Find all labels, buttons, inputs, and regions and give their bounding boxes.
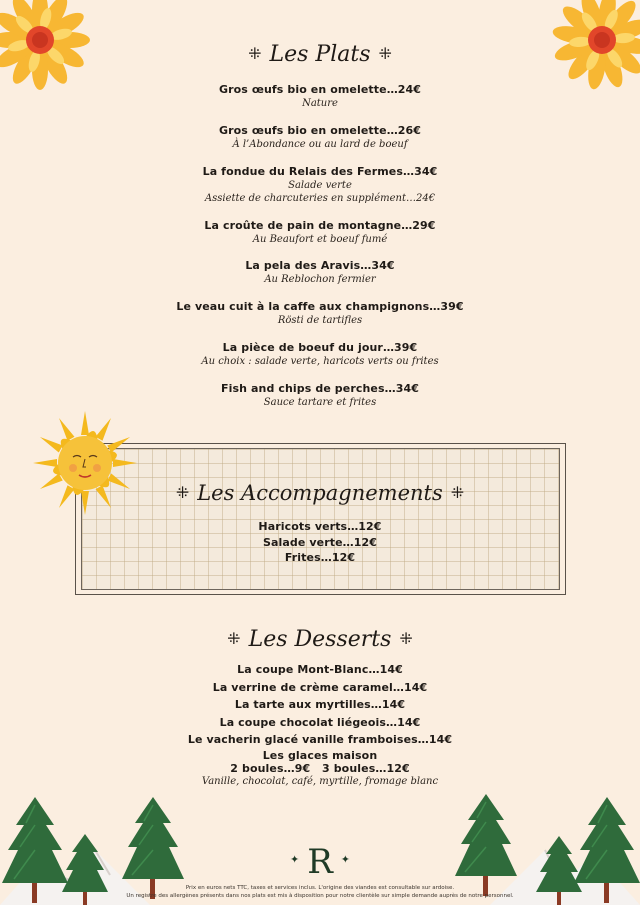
dish-description: Au Beaufort et boeuf fumé	[252, 233, 388, 245]
dish-prices: 2 boules…9€ 3 boules…12€	[230, 762, 410, 775]
plats-list	[0, 83, 640, 423]
sprig-ornament-icon: ⁜	[450, 483, 465, 502]
list-item: La coupe chocolat liégeois…14€	[219, 715, 421, 729]
logo-letter: R	[307, 842, 333, 882]
dish-description: Au choix : salade verte, haricots verts ou frites	[201, 355, 439, 367]
footer-notice	[0, 884, 640, 900]
glaces-item	[0, 749, 640, 788]
dish-description: Au Reblochon fermier	[264, 274, 376, 286]
sparkle-icon: ✦	[289, 853, 300, 866]
list-item: La tarte aux myrtilles…14€	[234, 698, 406, 711]
sprig-ornament-icon: ⁜	[399, 629, 413, 648]
dish-name: Gros œufs bio en omelette…26€	[218, 123, 422, 137]
dish-description: À l’Abondance ou au lard de boeuf	[232, 138, 408, 150]
sprig-ornament-icon: ⁜	[175, 483, 190, 502]
dish-name: La pièce de boeuf du jour…39€	[222, 340, 418, 354]
dish-name: Les glaces maison	[262, 749, 378, 762]
desserts-title-text: Les Desserts	[248, 627, 392, 652]
plats-title	[0, 41, 640, 68]
footer-line-allergens: Un registre des allergènes présents dans nos plats est mis à disposition pour notre clientèle sur simple demande auprès de notre personnel.	[126, 893, 514, 899]
list-item: Haricots verts…12€	[258, 520, 382, 533]
accompagnements-title-text: Les Accompagnements	[197, 481, 443, 505]
list-item: La coupe Mont-Blanc…14€	[237, 663, 403, 676]
list-item	[0, 219, 640, 260]
list-item	[0, 83, 640, 124]
dish-description: Salade verte	[288, 179, 352, 191]
dish-name: Le veau cuit à la caffe aux champignons…39€	[176, 300, 464, 314]
restaurant-logo	[0, 840, 640, 882]
list-item: Frites…12€	[284, 551, 356, 564]
dish-name: La pela des Aravis…34€	[245, 259, 395, 273]
list-item	[0, 341, 640, 382]
sprig-ornament-icon: ⁜	[227, 629, 241, 648]
accompagnements-title	[0, 480, 640, 506]
dish-description: Sauce tartare et frites	[263, 396, 377, 408]
list-item	[0, 165, 640, 219]
list-item	[0, 259, 640, 300]
footer-line-prices: Prix en euros nets TTC, taxes et services inclus. L'origine des viandes est consultable sur ardoise.	[185, 885, 455, 891]
dish-description: Vanille, chocolat, café, myrtille, fromage blanc	[201, 776, 439, 787]
list-item: Salade verte…12€	[262, 535, 378, 549]
list-item	[0, 300, 640, 341]
list-item	[0, 124, 640, 165]
list-item: La verrine de crème caramel…14€	[212, 680, 428, 694]
plats-title-text: Les Plats	[269, 42, 371, 67]
list-item: Le vacherin glacé vanille framboises…14€	[187, 733, 453, 746]
accompagnements-list	[0, 519, 640, 566]
dish-description: Rösti de tartifles	[277, 315, 363, 327]
sprig-ornament-icon: ⁜	[248, 44, 262, 63]
sprig-ornament-icon: ⁜	[378, 44, 392, 63]
dish-name: La croûte de pain de montagne…29€	[204, 218, 436, 232]
dish-name: La fondue du Relais des Fermes…34€	[202, 164, 438, 178]
dish-supplement: Assiette de charcuteries en supplément…24€	[204, 192, 436, 204]
sparkle-icon: ✦	[340, 853, 351, 866]
desserts-title	[0, 626, 640, 653]
dish-name: Fish and chips de perches…34€	[221, 381, 419, 395]
dish-name: Gros œufs bio en omelette…24€	[218, 83, 422, 96]
desserts-list	[0, 661, 640, 749]
dish-description: Nature	[302, 98, 338, 109]
